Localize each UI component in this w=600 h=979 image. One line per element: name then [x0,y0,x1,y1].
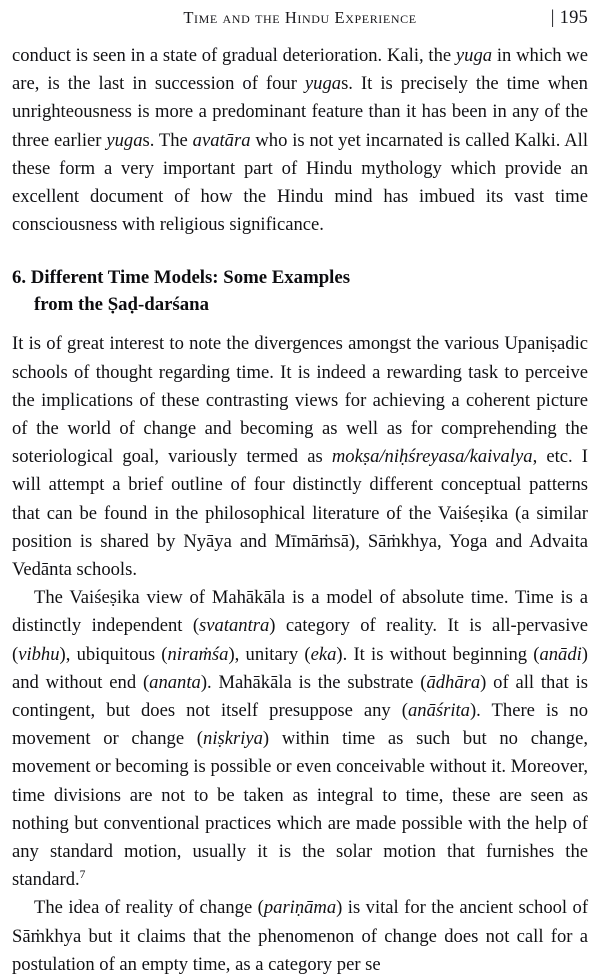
text-run: ), unitary ( [228,643,311,665]
text-run: ) and without end ( [12,643,588,693]
text-run: ). Mahākāla is the substrate ( [200,671,427,693]
text-run: conduct is seen in a state of gradual deterioration. Kali, the [12,45,456,66]
sanskrit-term-yuga: yuga [304,73,342,95]
paragraph-2 [12,330,588,584]
sanskrit-term-niskriya: niṣkriya [203,728,263,750]
text-run: The idea of reality of change ( [34,897,264,919]
text-run: ) of all that is contingent, but does not itself presuppose any ( [12,671,588,722]
sanskrit-term-adhara: ādhāra [426,671,481,693]
section-heading [12,239,588,330]
page-folio [551,8,588,29]
text-run: , etc. I will attempt a brief outline of four distinctly different conceptual patterns that can be found in the philosophical literature of the Vaiśeṣika (a similar position is shared by Nyāya and Mīmāṁsā), Sāṁkhya, Yoga and Advaita Vedānta schools. [12,446,588,581]
body-column [12,36,588,979]
text-run: ) within time as such but no change, movement or becoming is possible or even conceivable without it. Moreover, time divisions are not to be taken as integral to time, these are seen as nothing but conventional practices which are made possible with the help of any standard motion, usually it is the solar motion that furnishes the standard. [12,728,588,891]
text-run: s. It is precisely the time when unrighteousness is more a predominant feature than it has been in any of the three earlier [12,73,588,151]
text-run: who is not yet incarnated is called Kalki. All these form a very important part of Hindu mythology which provide an excellent document of how the Hindu mind has imbued its vast time consciousness with religious significance. [12,129,588,236]
sanskrit-term-niramsa: niraṁśa [167,643,229,665]
sanskrit-term-svatantra: svatantra [199,615,270,637]
sanskrit-term-yuga: yuga [455,45,493,66]
sanskrit-term-moksa-nihsreyasa-kaivalya: mokṣa/niḥśreyasa/kaivalya [331,446,533,468]
sanskrit-term-eka: eka [310,643,337,665]
text-run: ). It is without beginning ( [336,643,540,665]
text-run: ) category of reality. It is all-pervasive ( [12,615,588,665]
sanskrit-term-avatara: avatāra [192,129,251,151]
paragraph-4 [12,894,588,979]
running-header [12,0,588,36]
paragraph-1 [12,42,588,239]
text-run: The Vaiśeṣika view of Mahākāla is a model of absolute time. Time is a distinctly independent ( [12,587,588,637]
sanskrit-term-parinama: pariṇāma [263,897,337,919]
section-heading-line-1: 6. Different Time Models: Some Examples [12,267,351,289]
paragraph-3 [12,584,588,894]
sanskrit-term-ananta: ananta [149,671,201,693]
sanskrit-term-yuga: yuga [106,129,143,151]
folio-number: 195 [559,8,588,28]
sanskrit-term-anadi: anādi [539,643,582,665]
folio-rule: | [550,8,555,28]
text-run: ). There is no movement or change ( [12,700,588,750]
text-run: s. The [142,129,193,151]
running-header-title: Time and the Hindu Experience [183,8,417,27]
text-run: ), ubiquitous ( [59,643,168,665]
footnote-marker-7[interactable]: 7 [79,869,86,882]
text-run: in which we are, is the last in succession of four [12,45,588,95]
sanskrit-term-anasrita: anāśrita [407,700,470,722]
text-run: It is of great interest to note the divergences amongst the various Upaniṣadic schools of thought regarding time. It is indeed a rewarding task to perceive the implications of these contrasting views for achieving a coherent picture of the world of change and becoming as well as for comprehending the soteriological goal, variously termed as [12,333,588,468]
text-run: ) is vital for the ancient school of Sāṁkhya but it claims that the phenomenon of change does not call for a postulation of an empty time, as a category per se [12,897,589,975]
sanskrit-term-vibhu: vibhu [18,643,60,665]
section-heading-line-2: from the Ṣaḍ-darśana [34,294,209,316]
